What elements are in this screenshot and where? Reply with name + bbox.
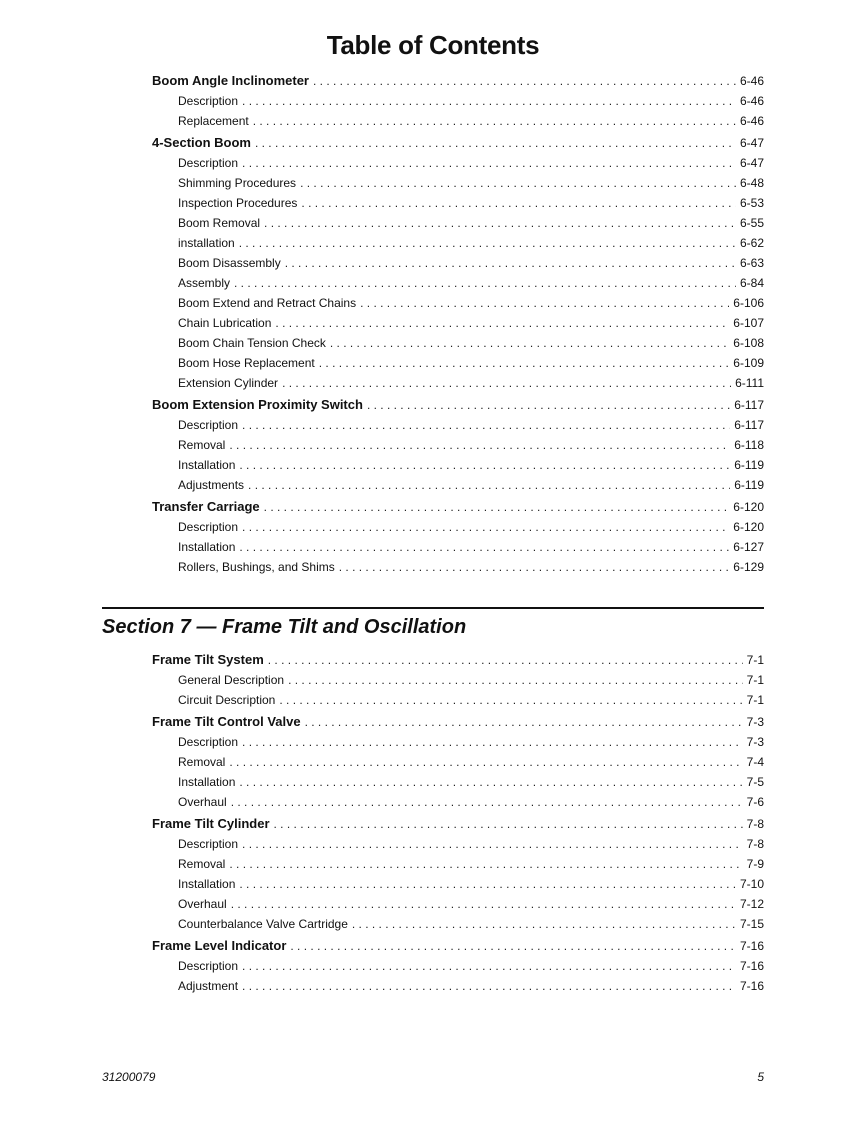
toc-entry[interactable] xyxy=(178,979,764,993)
toc-entry[interactable] xyxy=(178,693,764,707)
dot-leader xyxy=(282,376,731,390)
toc-entry[interactable] xyxy=(178,296,764,310)
toc-entry[interactable] xyxy=(178,917,764,931)
dot-leader xyxy=(290,939,736,953)
toc-entry-label: Frame Level Indicator xyxy=(152,938,287,953)
dot-leader xyxy=(319,356,730,370)
toc-entry[interactable] xyxy=(178,837,764,851)
toc-entry-heading[interactable] xyxy=(152,816,764,831)
dot-leader xyxy=(301,196,736,210)
toc-page-number: 6-108 xyxy=(733,336,764,350)
toc-entry-label: Description xyxy=(178,94,239,108)
toc-entry-label: Removal xyxy=(178,857,226,871)
toc-entry-label: Description xyxy=(178,837,239,851)
toc-page-number: 6-119 xyxy=(734,458,764,472)
dot-leader xyxy=(229,857,742,871)
toc-page-number: 6-106 xyxy=(733,296,764,310)
toc-entry-label: installation xyxy=(178,236,235,250)
toc-entry[interactable] xyxy=(178,316,764,330)
toc-page-number: 6-46 xyxy=(739,94,764,108)
toc-entry[interactable] xyxy=(178,478,764,492)
toc-entry-label: 4-Section Boom xyxy=(152,135,251,150)
toc-page-number: 6-46 xyxy=(739,114,764,128)
dot-leader xyxy=(242,156,736,170)
toc-entry[interactable] xyxy=(178,438,764,452)
toc-entry-heading[interactable] xyxy=(152,397,764,412)
dot-leader xyxy=(330,336,729,350)
dot-leader xyxy=(231,795,743,809)
dot-leader xyxy=(239,540,729,554)
toc-page-number: 7-5 xyxy=(746,775,764,789)
toc-entry-label: Boom Extension Proximity Switch xyxy=(152,397,363,412)
toc-entry-label: Adjustments xyxy=(178,478,245,492)
toc-page-number: 7-8 xyxy=(746,817,764,831)
toc-entry-label: Assembly xyxy=(178,276,231,290)
toc-page-number: 6-129 xyxy=(733,560,764,574)
toc-page-number: 7-6 xyxy=(746,795,764,809)
toc-entry-label: Frame Tilt System xyxy=(152,652,264,667)
document-number: 31200079 xyxy=(102,1070,156,1084)
toc-page-number: 7-1 xyxy=(746,673,764,687)
toc-entry[interactable] xyxy=(178,795,764,809)
dot-leader xyxy=(234,276,736,290)
toc-entry-label: Circuit Description xyxy=(178,693,276,707)
toc-entry-heading[interactable] xyxy=(152,938,764,953)
toc-page-number: 6-107 xyxy=(733,316,764,330)
toc-entry-heading[interactable] xyxy=(152,499,764,514)
toc-entry-heading[interactable] xyxy=(152,73,764,88)
dot-leader xyxy=(339,560,730,574)
toc-entry-label: Installation xyxy=(178,775,236,789)
toc-entry[interactable] xyxy=(178,156,764,170)
dot-leader xyxy=(242,735,743,749)
toc-entry[interactable] xyxy=(178,775,764,789)
toc-page-number: 7-3 xyxy=(746,715,764,729)
toc-entry-label: Counterbalance Valve Cartridge xyxy=(178,917,348,931)
toc-page-number: 6-111 xyxy=(735,376,764,390)
toc-entry[interactable] xyxy=(178,94,764,108)
dot-leader xyxy=(264,216,736,230)
toc-entry-label: Overhaul xyxy=(178,795,227,809)
toc-entry-label: Description xyxy=(178,418,239,432)
toc-entry[interactable] xyxy=(178,376,764,390)
toc-entry-label: General Description xyxy=(178,673,285,687)
toc-entry-label: Boom Angle Inclinometer xyxy=(152,73,309,88)
dot-leader xyxy=(288,673,743,687)
dot-leader xyxy=(255,136,736,150)
toc-entry[interactable] xyxy=(178,336,764,350)
toc-page-number: 6-117 xyxy=(734,418,764,432)
toc-entry-label: Boom Chain Tension Check xyxy=(178,336,326,350)
page-title: Table of Contents xyxy=(326,30,540,60)
toc-entry[interactable] xyxy=(178,418,764,432)
toc-page-number: 7-8 xyxy=(746,837,764,851)
dot-leader xyxy=(242,418,730,432)
toc-page-number: 7-16 xyxy=(739,979,764,993)
toc-entry[interactable] xyxy=(178,256,764,270)
toc-entry[interactable] xyxy=(178,673,764,687)
section-divider xyxy=(102,607,764,609)
dot-leader xyxy=(300,176,736,190)
dot-leader xyxy=(239,236,736,250)
toc-entry[interactable] xyxy=(178,176,764,190)
dot-leader xyxy=(360,296,729,310)
toc-entry-label: Rollers, Bushings, and Shims xyxy=(178,560,335,574)
toc-entry[interactable] xyxy=(178,540,764,554)
toc-page-number: 7-1 xyxy=(746,693,764,707)
toc-page-number: 7-16 xyxy=(739,959,764,973)
toc-page-number: 6-119 xyxy=(734,478,764,492)
dot-leader xyxy=(229,438,730,452)
toc-entry-label: Transfer Carriage xyxy=(152,499,260,514)
toc-entry[interactable] xyxy=(178,356,764,370)
dot-leader xyxy=(274,817,743,831)
toc-page-number: 7-1 xyxy=(746,653,764,667)
toc-page-number: 7-3 xyxy=(746,735,764,749)
dot-leader xyxy=(352,917,736,931)
dot-leader xyxy=(231,897,736,911)
toc-entry-label: Frame Tilt Control Valve xyxy=(152,714,301,729)
toc-page-number: 6-55 xyxy=(739,216,764,230)
toc-page-number: 6-53 xyxy=(739,196,764,210)
dot-leader xyxy=(367,398,730,412)
toc-page-number: 6-117 xyxy=(734,398,764,412)
toc-entry-heading[interactable] xyxy=(152,714,764,729)
toc-entry-label: Shimming Procedures xyxy=(178,176,297,190)
toc-entry[interactable] xyxy=(178,755,764,769)
toc-entry-label: Adjustment xyxy=(178,979,239,993)
toc-entry-label: Boom Hose Replacement xyxy=(178,356,315,370)
toc-entry-label: Boom Removal xyxy=(178,216,261,230)
dot-leader xyxy=(275,316,729,330)
toc-entry-label: Extension Cylinder xyxy=(178,376,279,390)
toc-entry[interactable] xyxy=(178,857,764,871)
toc-page-number: 6-46 xyxy=(739,74,764,88)
toc-entry-label: Description xyxy=(178,959,239,973)
toc-entry-label: Removal xyxy=(178,438,226,452)
toc-page-number: 6-62 xyxy=(739,236,764,250)
dot-leader xyxy=(285,256,736,270)
toc-entry-label: Chain Lubrication xyxy=(178,316,272,330)
toc-entry-heading[interactable] xyxy=(152,652,764,667)
toc-entry[interactable] xyxy=(178,216,764,230)
toc-entry[interactable] xyxy=(178,276,764,290)
toc-entry-label: Boom Extend and Retract Chains xyxy=(178,296,357,310)
toc-page-number: 6-47 xyxy=(739,156,764,170)
toc-entry[interactable] xyxy=(178,877,764,891)
toc-page-number: 6-120 xyxy=(733,520,764,534)
dot-leader xyxy=(229,755,742,769)
toc-entry[interactable] xyxy=(178,196,764,210)
toc-page-number: 6-120 xyxy=(733,500,764,514)
toc-page-number: 6-84 xyxy=(739,276,764,290)
dot-leader xyxy=(313,74,736,88)
toc-entry-label: Installation xyxy=(178,877,236,891)
dot-leader xyxy=(242,520,729,534)
toc-page-number: 6-47 xyxy=(739,136,764,150)
toc-page-number: 7-10 xyxy=(739,877,764,891)
toc-entry[interactable] xyxy=(178,560,764,574)
dot-leader xyxy=(242,837,743,851)
toc-entry-label: Inspection Procedures xyxy=(178,196,298,210)
toc-page-number: 6-48 xyxy=(739,176,764,190)
toc-entry-label: Description xyxy=(178,520,239,534)
toc-entry-label: Installation xyxy=(178,458,236,472)
toc-entry[interactable] xyxy=(178,236,764,250)
dot-leader xyxy=(279,693,742,707)
dot-leader xyxy=(242,979,736,993)
toc-entry-label: Boom Disassembly xyxy=(178,256,281,270)
toc-entry-label: Replacement xyxy=(178,114,249,128)
toc-entry-label: Description xyxy=(178,735,239,749)
toc-entry-label: Installation xyxy=(178,540,236,554)
toc-entry[interactable] xyxy=(178,458,764,472)
toc-entry-label: Description xyxy=(178,156,239,170)
dot-leader xyxy=(242,94,736,108)
toc-entry-label: Frame Tilt Cylinder xyxy=(152,816,270,831)
toc-entry[interactable] xyxy=(178,959,764,973)
dot-leader xyxy=(264,500,730,514)
dot-leader xyxy=(248,478,730,492)
toc-page-number: 6-109 xyxy=(733,356,764,370)
dot-leader xyxy=(239,775,742,789)
toc-page-number: 6-127 xyxy=(733,540,764,554)
toc-page-number: 7-12 xyxy=(739,897,764,911)
toc-entry-label: Overhaul xyxy=(178,897,227,911)
toc-entry[interactable] xyxy=(178,735,764,749)
toc-entry-heading[interactable] xyxy=(152,135,764,150)
dot-leader xyxy=(239,458,730,472)
toc-entry[interactable] xyxy=(178,114,764,128)
dot-leader xyxy=(239,877,736,891)
toc-page-number: 7-16 xyxy=(739,939,764,953)
page-number: 5 xyxy=(757,1070,764,1084)
dot-leader xyxy=(242,959,736,973)
dot-leader xyxy=(268,653,743,667)
toc-entry[interactable] xyxy=(178,897,764,911)
dot-leader xyxy=(305,715,743,729)
toc-entry[interactable] xyxy=(178,520,764,534)
toc-page-number: 7-4 xyxy=(746,755,764,769)
section-7-heading: Section 7 — Frame Tilt and Oscillation xyxy=(102,616,467,638)
toc-page-number: 6-118 xyxy=(734,438,764,452)
toc-page-number: 6-63 xyxy=(739,256,764,270)
toc-page-number: 7-9 xyxy=(746,857,764,871)
dot-leader xyxy=(253,114,736,128)
toc-entry-label: Removal xyxy=(178,755,226,769)
toc-page-number: 7-15 xyxy=(739,917,764,931)
